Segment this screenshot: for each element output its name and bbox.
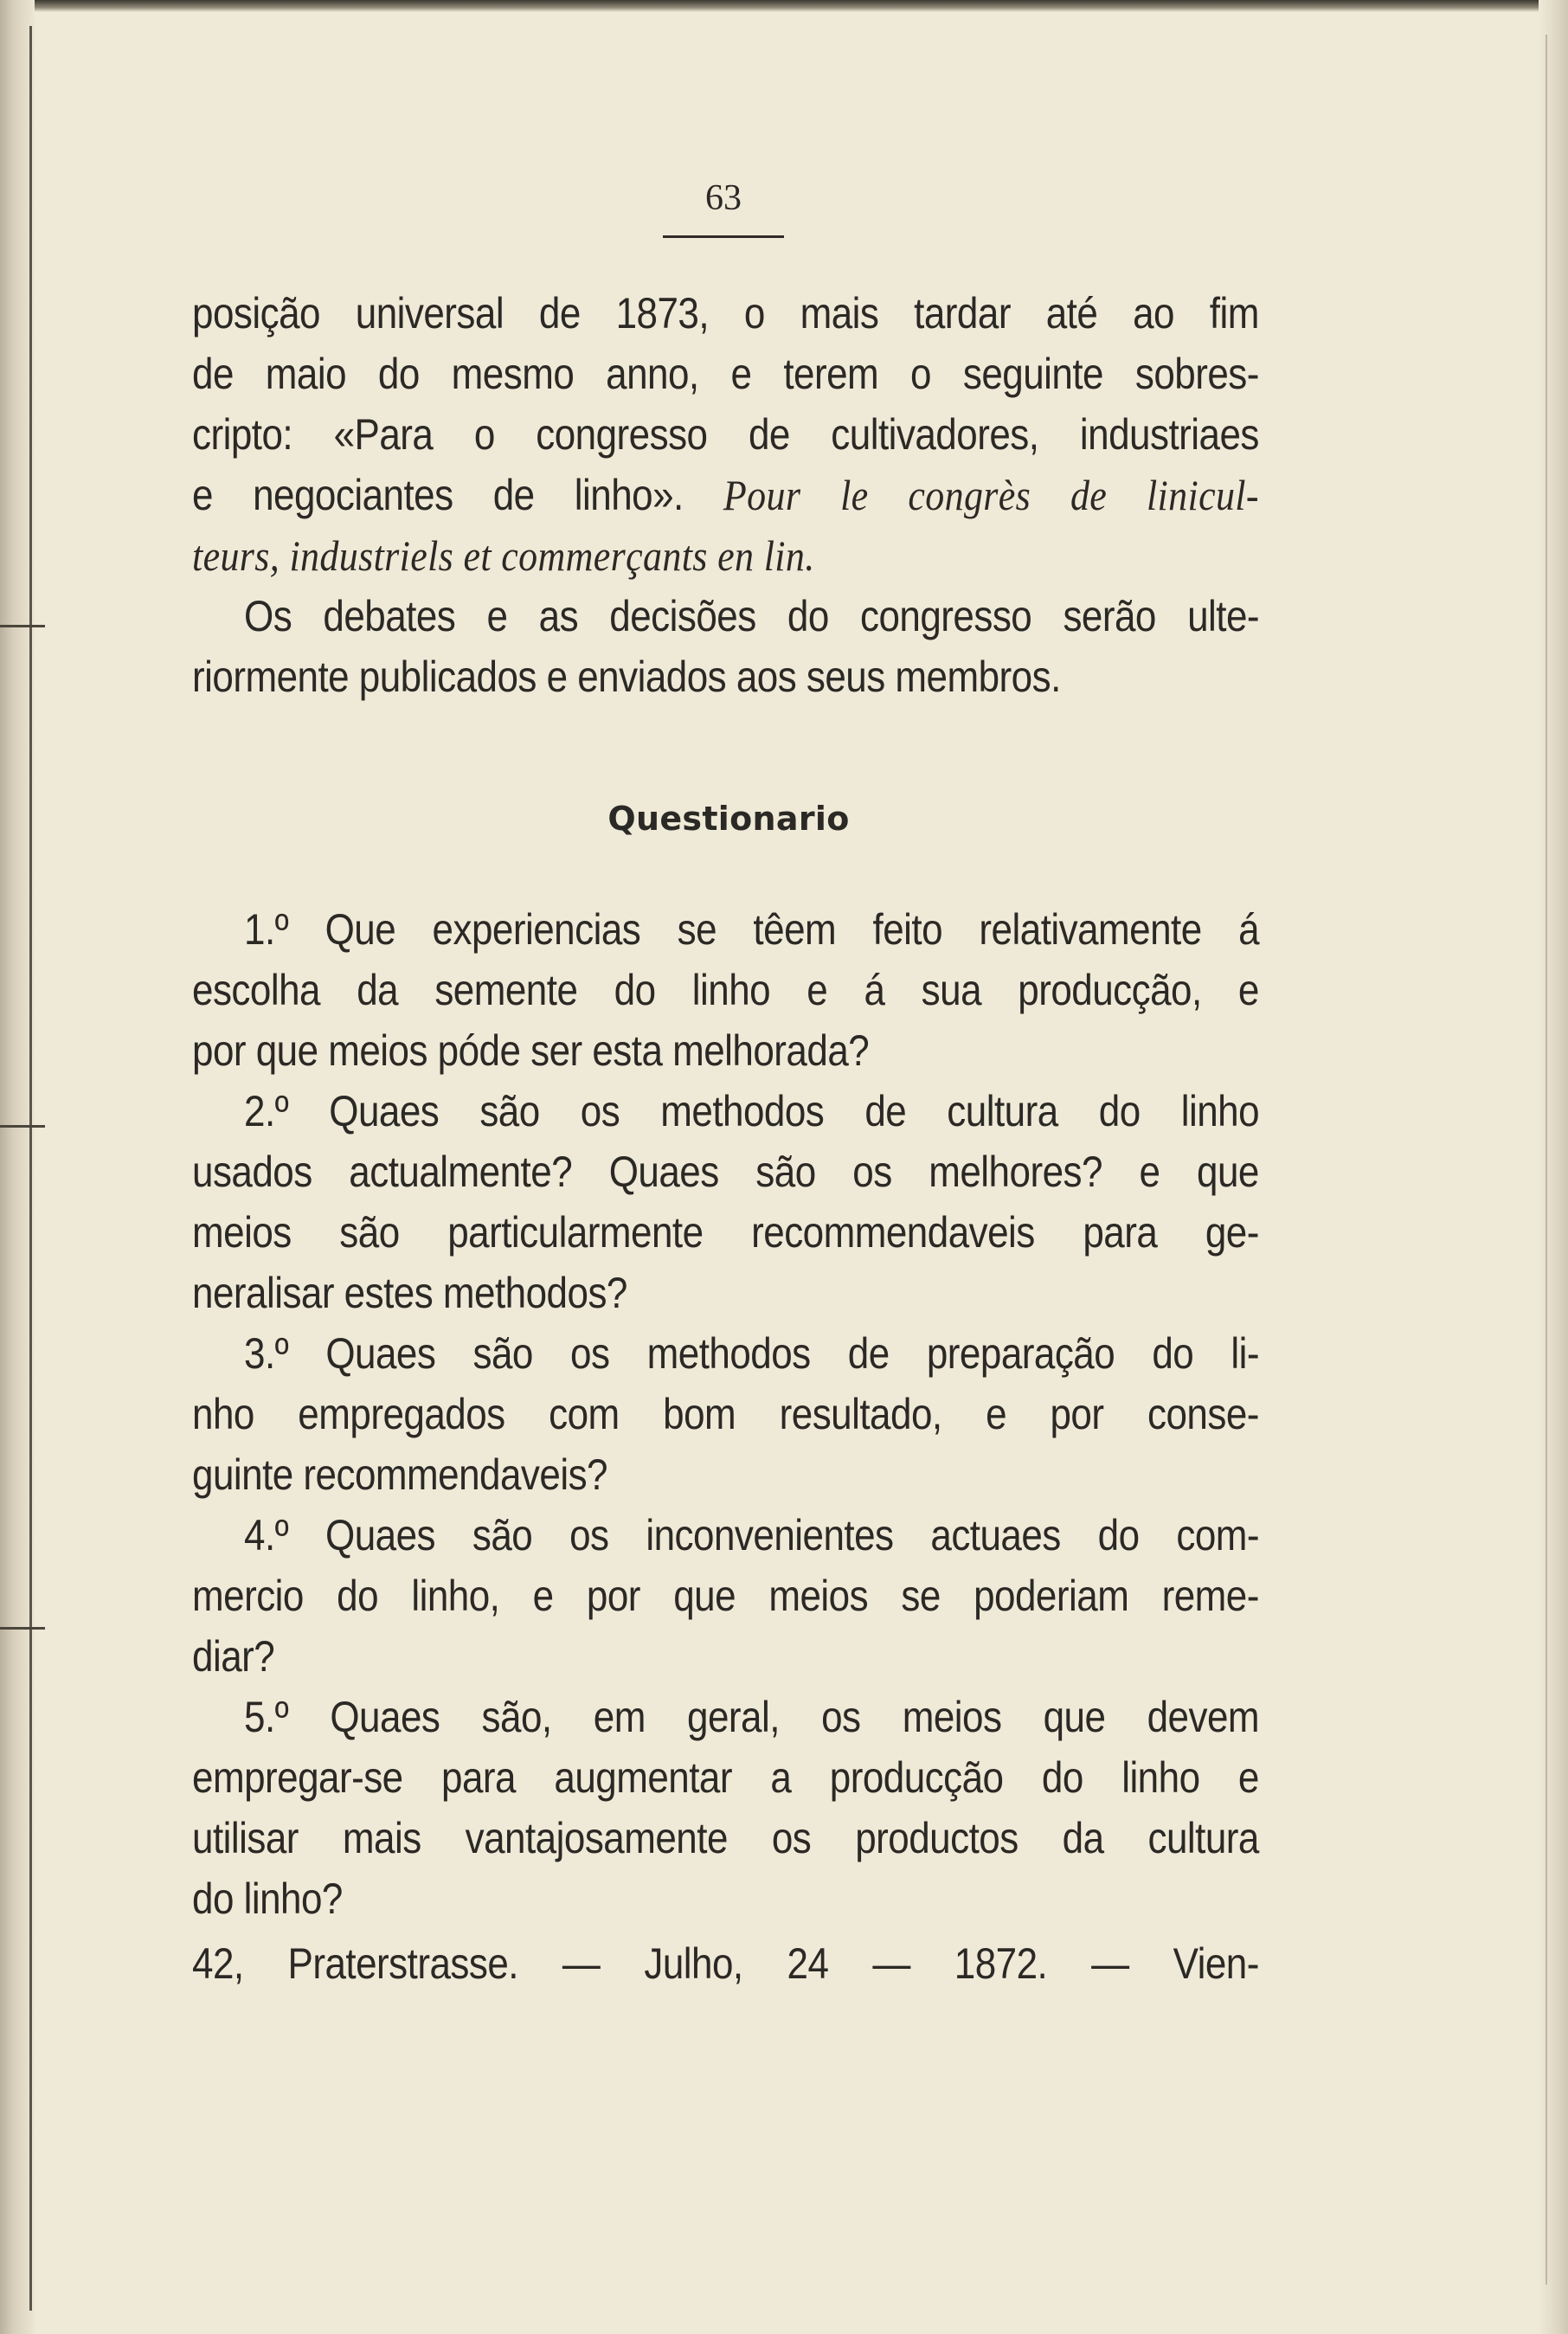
question-line: por que meios póde ser esta melhorada? xyxy=(192,1026,870,1075)
page-right-edge xyxy=(1539,0,1568,2334)
question-line: mercio do linho, e por que meios se poderiam reme- xyxy=(192,1572,1259,1620)
margin-tick xyxy=(0,625,45,627)
question-line: escolha da semente do linho e á sua producção, e xyxy=(192,966,1259,1014)
italic-text-segment: teurs, industriels et commerçants en lin. xyxy=(192,531,815,580)
question-line: 4.º Quaes são os inconvenientes actuaes do com- xyxy=(244,1511,1260,1559)
address-line: 42, Praterstrasse. — Julho, 24 — 1872. — Vien- xyxy=(192,1939,1259,1988)
page-number: 63 xyxy=(705,178,742,218)
text-line xyxy=(192,470,1259,530)
text-line: de maio do mesmo anno, e terem o seguinte sobres- xyxy=(192,350,1259,398)
question-line: 2.º Quaes são os methodos de cultura do linho xyxy=(244,1087,1260,1135)
question-line: guinte recommendaveis? xyxy=(192,1450,607,1499)
section-heading: Questionario xyxy=(607,800,850,838)
text-line: posição universal de 1873, o mais tardar até ao fim xyxy=(192,289,1259,338)
question-line: utilisar mais vantajosamente os productos da cultura xyxy=(192,1814,1259,1862)
text-segment: e negociantes de linho». xyxy=(192,471,684,519)
margin-tick xyxy=(0,1125,45,1128)
italic-text-segment: Pour le congrès de linicul- xyxy=(723,471,1259,519)
text-line: cripto: «Para o congresso de cultivadores, industriaes xyxy=(192,410,1259,459)
text-line: riormente publicados e enviados aos seus membros. xyxy=(192,653,1061,701)
question-line: neralisar estes methodos? xyxy=(192,1269,627,1317)
binding-edge xyxy=(0,0,35,2334)
text-line xyxy=(192,530,815,591)
page-top-edge xyxy=(0,0,1568,12)
question-line: meios são particularmente recommendaveis para ge- xyxy=(192,1208,1259,1257)
question-line: 1.º Que experiencias se têem feito relativamente á xyxy=(244,905,1260,954)
question-line: usados actualmente? Quaes são os melhores? e que xyxy=(192,1148,1259,1196)
question-line: 5.º Quaes são, em geral, os meios que devem xyxy=(244,1693,1260,1741)
text-line: Os debates e as decisões do congresso serão ulte- xyxy=(244,592,1260,640)
question-line: nho empregados com bom resultado, e por conse- xyxy=(192,1390,1259,1438)
question-line: diar? xyxy=(192,1632,275,1681)
question-line: do linho? xyxy=(192,1874,343,1923)
question-line: empregar-se para augmentar a producção do linho e xyxy=(192,1753,1259,1802)
page-number-rule xyxy=(663,235,784,238)
margin-tick xyxy=(0,1627,45,1630)
question-line: 3.º Quaes são os methodos de preparação do li- xyxy=(244,1329,1260,1378)
